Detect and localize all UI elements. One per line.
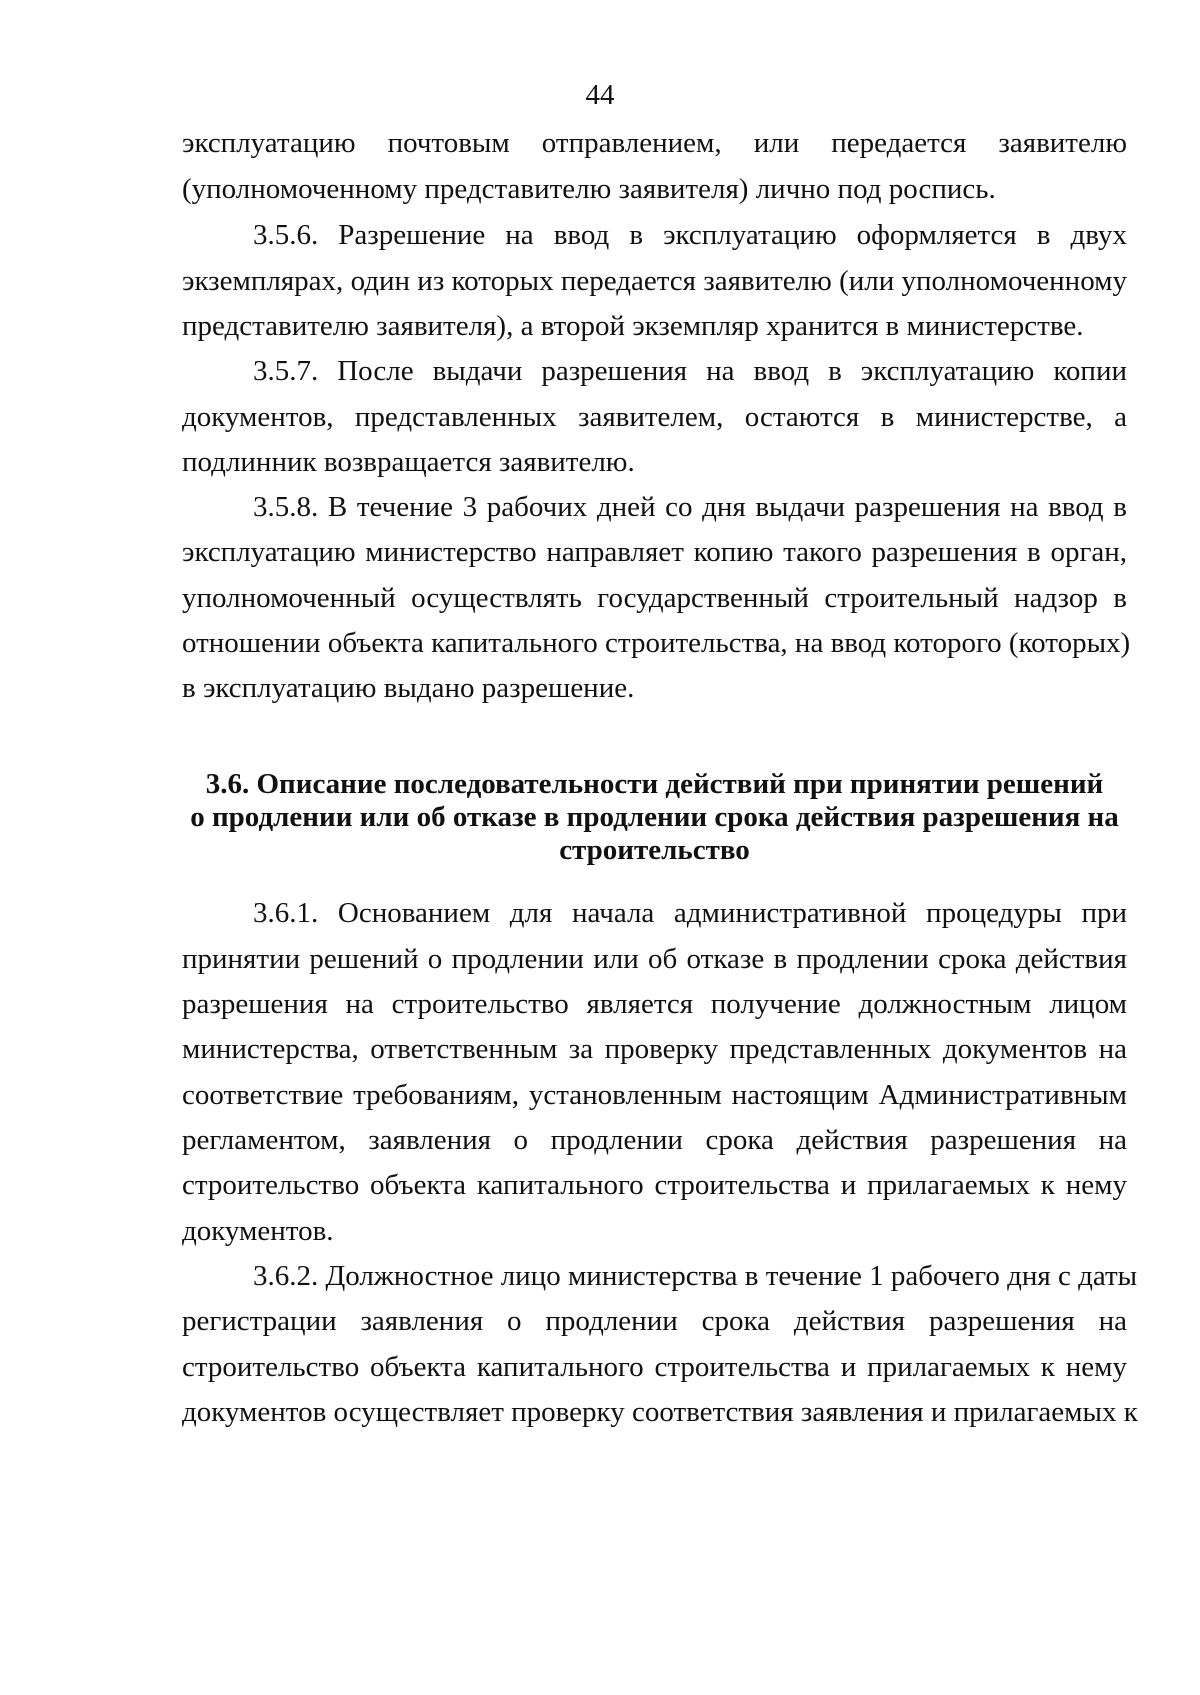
section-heading-line: о продлении или об отказе в продлении срока действия разрешения на [190,801,1119,833]
paragraph-line: (уполномоченному представителю заявителя) лично под роспись. [182,173,996,205]
paragraph-line: документов. [182,1215,334,1247]
paragraph-line: эксплуатацию министерство направляет копию такого разрешения в орган, [182,536,1127,568]
paragraph-line: 3.5.6. Разрешение на ввод в эксплуатацию оформляется в двух [253,219,1127,251]
paragraph-line: эксплуатацию почтовым отправлением, или передается заявителю [182,127,1127,159]
paragraph-line: строительство объекта капитального строительства и прилагаемых к нему [182,1169,1127,1201]
paragraph-line: документов осуществляет проверку соответствия заявления и прилагаемых к [182,1396,1138,1428]
paragraph-line: разрешения на строительство является получение должностным лицом [182,988,1127,1020]
paragraph-line: уполномоченный осуществлять государственный строительный надзор в [182,582,1127,614]
paragraph-line: документов, представленных заявителем, остаются в министерстве, а [182,401,1127,433]
page-number: 44 [585,79,615,111]
section-heading-line: строительство [559,834,750,866]
paragraph-line: представителю заявителя), а второй экземпляр хранится в министерстве. [182,310,1084,342]
paragraph-line: принятии решений о продлении или об отказе в продлении срока действия [182,943,1127,975]
paragraph-line: соответствие требованиям, установленным настоящим Административным [182,1079,1127,1111]
paragraph-line: регламентом, заявления о продлении срока действия разрешения на [182,1124,1127,1156]
paragraph-line: отношении объекта капитального строительства, на ввод которого (которых) [182,627,1131,659]
paragraph-line: министерства, ответственным за проверку представленных документов на [182,1033,1127,1065]
section-heading-line: 3.6. Описание последовательности действий при принятии решений [205,768,1104,800]
paragraph-line: регистрации заявления о продлении срока действия разрешения на [182,1305,1127,1337]
paragraph-line: подлинник возвращается заявителю. [182,446,635,478]
paragraph-line: 3.6.1. Основанием для начала административной процедуры при [253,897,1127,929]
paragraph-line: строительство объекта капитального строительства и прилагаемых к нему [182,1351,1127,1383]
paragraph-line: 3.5.7. После выдачи разрешения на ввод в эксплуатацию копии [253,355,1127,387]
paragraph-line: экземплярах, один из которых передается заявителю (или уполномоченному [182,265,1127,297]
paragraph-line: 3.5.8. В течение 3 рабочих дней со дня выдачи разрешения на ввод в [253,491,1127,523]
paragraph-line: в эксплуатацию выдано разрешение. [182,672,635,704]
paragraph-line: 3.6.2. Должностное лицо министерства в течение 1 рабочего дня с даты [253,1260,1138,1292]
